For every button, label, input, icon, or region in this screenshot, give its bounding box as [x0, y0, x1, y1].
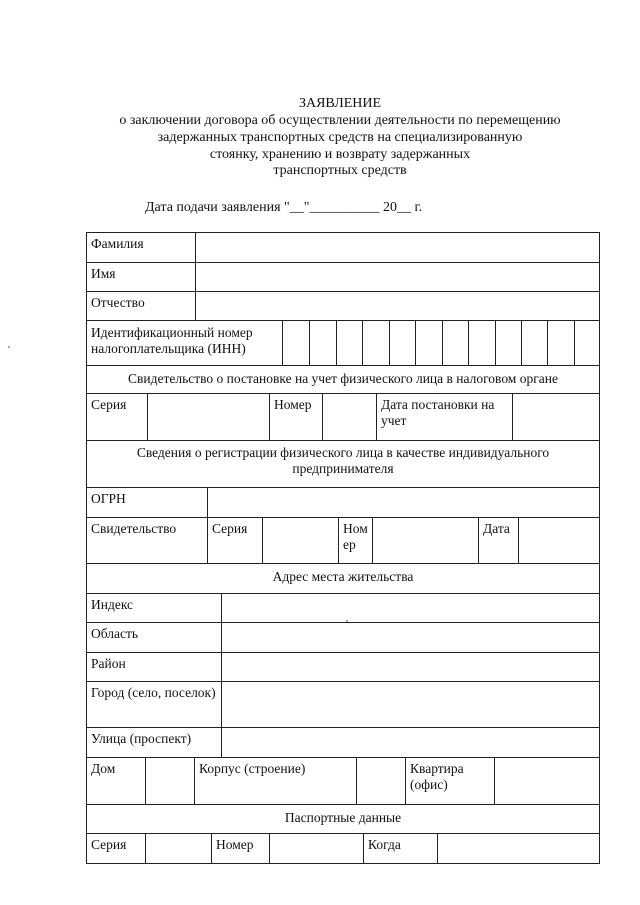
- passport-issued-label: Когда: [363, 834, 437, 863]
- city-row: [87, 681, 599, 727]
- entrepreneur-date-label: Дата: [478, 518, 518, 563]
- patronymic-row: [87, 291, 599, 320]
- address-section-title: Адрес места жительства: [272, 569, 414, 584]
- entrepreneur-certificate-row: [87, 517, 599, 563]
- inn-digit-box[interactable]: [362, 321, 389, 365]
- application-form-table: [86, 232, 600, 864]
- document-subtitle-line-2: задержанных транспортных средств на специализированную: [157, 130, 523, 145]
- name-row: [87, 262, 599, 291]
- name-field[interactable]: [195, 263, 599, 291]
- scan-speck: [8, 346, 10, 348]
- name-label: Имя: [91, 266, 116, 281]
- district-label: Район: [91, 656, 126, 671]
- submission-date-line: Дата подачи заявления "__"__________ 20__ г.: [145, 200, 423, 215]
- entrepreneur-section-title: Сведения о регистрации физического лица в качестве индивидуального предпринимателя: [136, 445, 550, 476]
- document-subtitle-line-1: о заключении договора об осуществлении деятельности по перемещению: [119, 113, 561, 128]
- index-label: Индекс: [91, 597, 134, 612]
- district-row: [87, 652, 599, 681]
- inn-digit-box[interactable]: [336, 321, 362, 365]
- inn-row: [87, 320, 599, 365]
- ogrn-row: [87, 487, 599, 517]
- index-field[interactable]: [221, 594, 599, 622]
- entrepreneur-date-field[interactable]: [518, 518, 599, 563]
- tax-certificate-series-label: Серия: [91, 397, 127, 412]
- inn-digit-box[interactable]: [309, 321, 336, 365]
- passport-row: [87, 833, 599, 863]
- surname-row: [87, 233, 599, 262]
- inn-digit-box[interactable]: [495, 321, 521, 365]
- house-row: [87, 757, 599, 804]
- building-label: Корпус (строение): [194, 758, 356, 804]
- passport-issued-field[interactable]: [437, 834, 599, 863]
- inn-digit-box[interactable]: [282, 321, 309, 365]
- passport-section-title: Паспортные данные: [284, 810, 402, 825]
- passport-header-row: [87, 804, 599, 833]
- passport-number-label: Номер: [211, 834, 269, 863]
- tax-certificate-date-field[interactable]: [512, 394, 599, 440]
- inn-digit-box[interactable]: [468, 321, 495, 365]
- tax-certificate-header-row: [87, 365, 599, 393]
- inn-digit-box[interactable]: [574, 321, 599, 365]
- tax-certificate-series-field[interactable]: [147, 394, 269, 440]
- inn-digit-box[interactable]: [389, 321, 415, 365]
- inn-digit-box[interactable]: [547, 321, 574, 365]
- city-label: Город (село, поселок): [91, 685, 216, 700]
- region-row: [87, 622, 599, 652]
- entrepreneur-series-field[interactable]: [262, 518, 338, 563]
- document-title: ЗАЯВЛЕНИЕ: [298, 96, 382, 111]
- index-row: [87, 593, 599, 622]
- city-field[interactable]: [221, 682, 599, 727]
- street-row: [87, 727, 599, 757]
- street-label: Улица (проспект): [91, 731, 192, 746]
- region-field[interactable]: [221, 623, 599, 652]
- surname-label: Фамилия: [91, 236, 144, 251]
- entrepreneur-header-row: [87, 440, 599, 487]
- apartment-label: Квартира (офис): [405, 758, 494, 804]
- tax-certificate-number-label: Номер: [269, 394, 322, 440]
- surname-field[interactable]: [195, 233, 599, 262]
- district-field[interactable]: [221, 653, 599, 681]
- entrepreneur-number-label: Ном ер: [338, 518, 372, 563]
- inn-digit-box[interactable]: [415, 321, 442, 365]
- house-label: Дом: [91, 761, 116, 776]
- ogrn-label: ОГРН: [91, 491, 126, 506]
- patronymic-field[interactable]: [195, 292, 599, 320]
- tax-certificate-section-title: Свидетельство о постановке на учет физического лица в налоговом органе: [128, 371, 558, 386]
- entrepreneur-number-field[interactable]: [372, 518, 478, 563]
- building-field[interactable]: [356, 758, 405, 804]
- passport-series-label: Серия: [91, 837, 127, 852]
- document-subtitle-line-3: стоянку, хранению и возврату задержанных: [209, 147, 471, 162]
- passport-number-field[interactable]: [269, 834, 363, 863]
- entrepreneur-certificate-label: Свидетельство: [91, 521, 177, 536]
- entrepreneur-series-label: Серия: [207, 518, 262, 563]
- document-subtitle-line-4: транспортных средств: [273, 163, 407, 178]
- tax-certificate-row: [87, 393, 599, 440]
- address-header-row: [87, 563, 599, 593]
- tax-certificate-date-label: Дата постановки на учет: [376, 394, 512, 440]
- region-label: Область: [91, 626, 139, 641]
- apartment-field[interactable]: [494, 758, 599, 804]
- patronymic-label: Отчество: [91, 295, 145, 310]
- passport-series-field[interactable]: [145, 834, 211, 863]
- street-field[interactable]: [221, 728, 599, 757]
- tax-certificate-number-field[interactable]: [322, 394, 376, 440]
- inn-digit-box[interactable]: [442, 321, 468, 365]
- ogrn-field[interactable]: [207, 488, 599, 517]
- inn-digit-box[interactable]: [521, 321, 547, 365]
- inn-label: Идентификационный номер налогоплательщика (ИНН): [91, 325, 253, 356]
- house-field[interactable]: [145, 758, 194, 804]
